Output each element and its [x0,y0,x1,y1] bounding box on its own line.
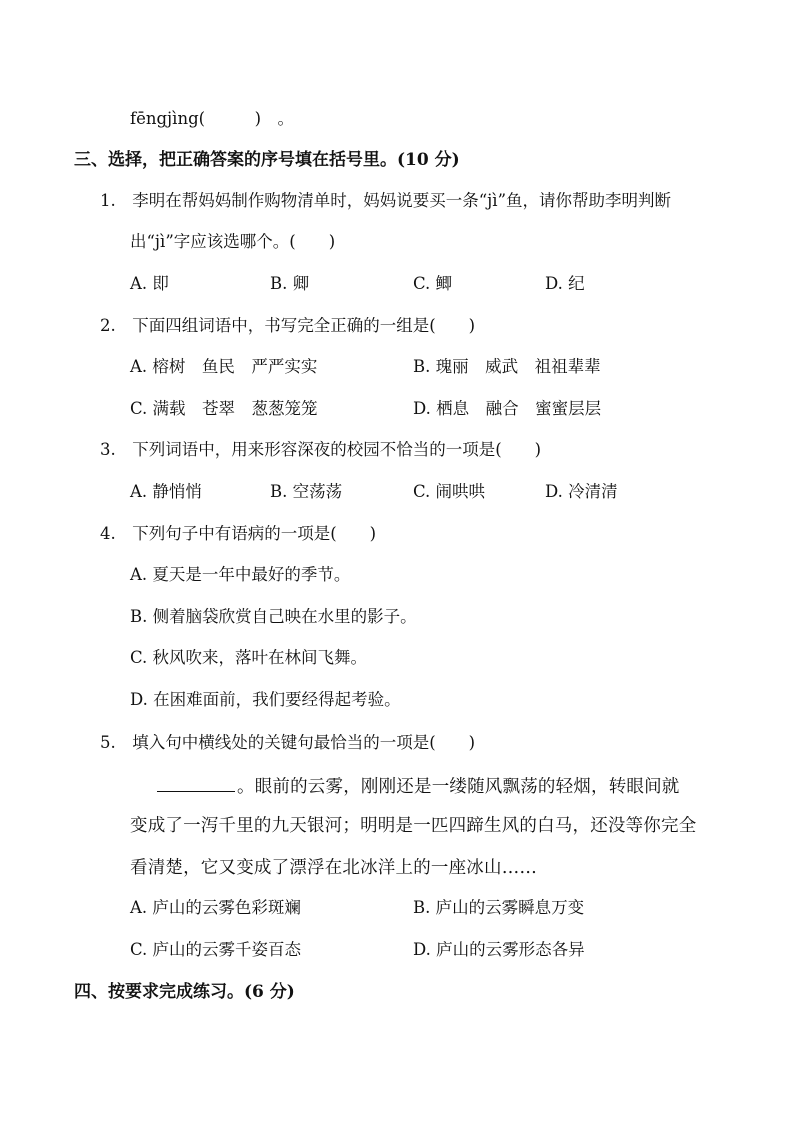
q5-option-b: B. 庐山的云雾瞬息万变 [413,898,585,917]
answer-blank-line [157,773,235,792]
q3-option-a: A. 静悄悄 [130,482,202,501]
q2-option-a: A. 榕树 鱼民 严严实实 [130,357,318,376]
q4-stem: 4. 下列句子中有语病的一项是( ) [100,524,377,543]
q3-option-b: B. 空荡荡 [270,482,343,501]
q2-stem: 2. 下面四组词语中，书写完全正确的一组是( ) [100,316,476,335]
q2-option-d: D. 栖息 融合 蜜蜜层层 [413,399,602,418]
q1-stem-line2: 出“jì”字应该选哪个。( ) [130,232,336,251]
q4-option-a: A. 夏天是一年中最好的季节。 [130,565,351,584]
section-4-title: 四、按要求完成练习。(6 分) [74,982,295,1002]
q5-passage-line2: 变成了一泻千里的九天银河；明明是一匹四蹄生风的白马，还没等你完全 [130,816,697,836]
q3-stem: 3. 下列词语中，用来形容深夜的校园不恰当的一项是( ) [100,440,542,459]
q1-stem-line1: 1. 李明在帮妈妈制作购物清单时，妈妈说要买一条“jì”鱼，请你帮助李明判断 [100,191,672,210]
q3-option-d: D. 冷清清 [545,482,618,501]
section-3-title: 三、选择，把正确答案的序号填在括号里。(10 分) [74,150,460,170]
q5-option-d: D. 庐山的云雾形态各异 [413,940,585,959]
q5-passage-line3: 看清楚，它又变成了漂浮在北冰洋上的一座冰山…… [130,858,538,878]
q5-option-c: C. 庐山的云雾千姿百态 [130,940,302,959]
q4-option-b: B. 侧着脑袋欣赏自己映在水里的影子。 [130,607,417,626]
q4-option-c: C. 秋风吹来，落叶在林间飞舞。 [130,648,368,667]
q5-passage-line1-text: 。眼前的云雾，刚刚还是一缕随风飘荡的轻烟，转眼间就 [237,777,680,797]
q2-option-c: C. 满载 苍翠 葱葱笼笼 [130,399,318,418]
q5-stem: 5. 填入句中横线处的关键句最恰当的一项是( ) [100,733,476,752]
q1-option-d: D. 纪 [545,274,585,293]
q1-option-b: B. 卿 [270,274,310,293]
q1-option-c: C. 鲫 [413,274,453,293]
q4-option-d: D. 在困难面前，我们要经得起考验。 [130,690,401,709]
q3-option-c: C. 闹哄哄 [413,482,486,501]
q1-option-a: A. 即 [130,274,169,293]
pinyin-fill-line: fēngjìng( ) 。 [130,109,295,128]
q5-option-a: A. 庐山的云雾色彩斑斓 [130,898,301,917]
q2-option-b: B. 瑰丽 威武 祖祖辈辈 [413,357,601,376]
q5-passage-line1 [157,773,680,798]
